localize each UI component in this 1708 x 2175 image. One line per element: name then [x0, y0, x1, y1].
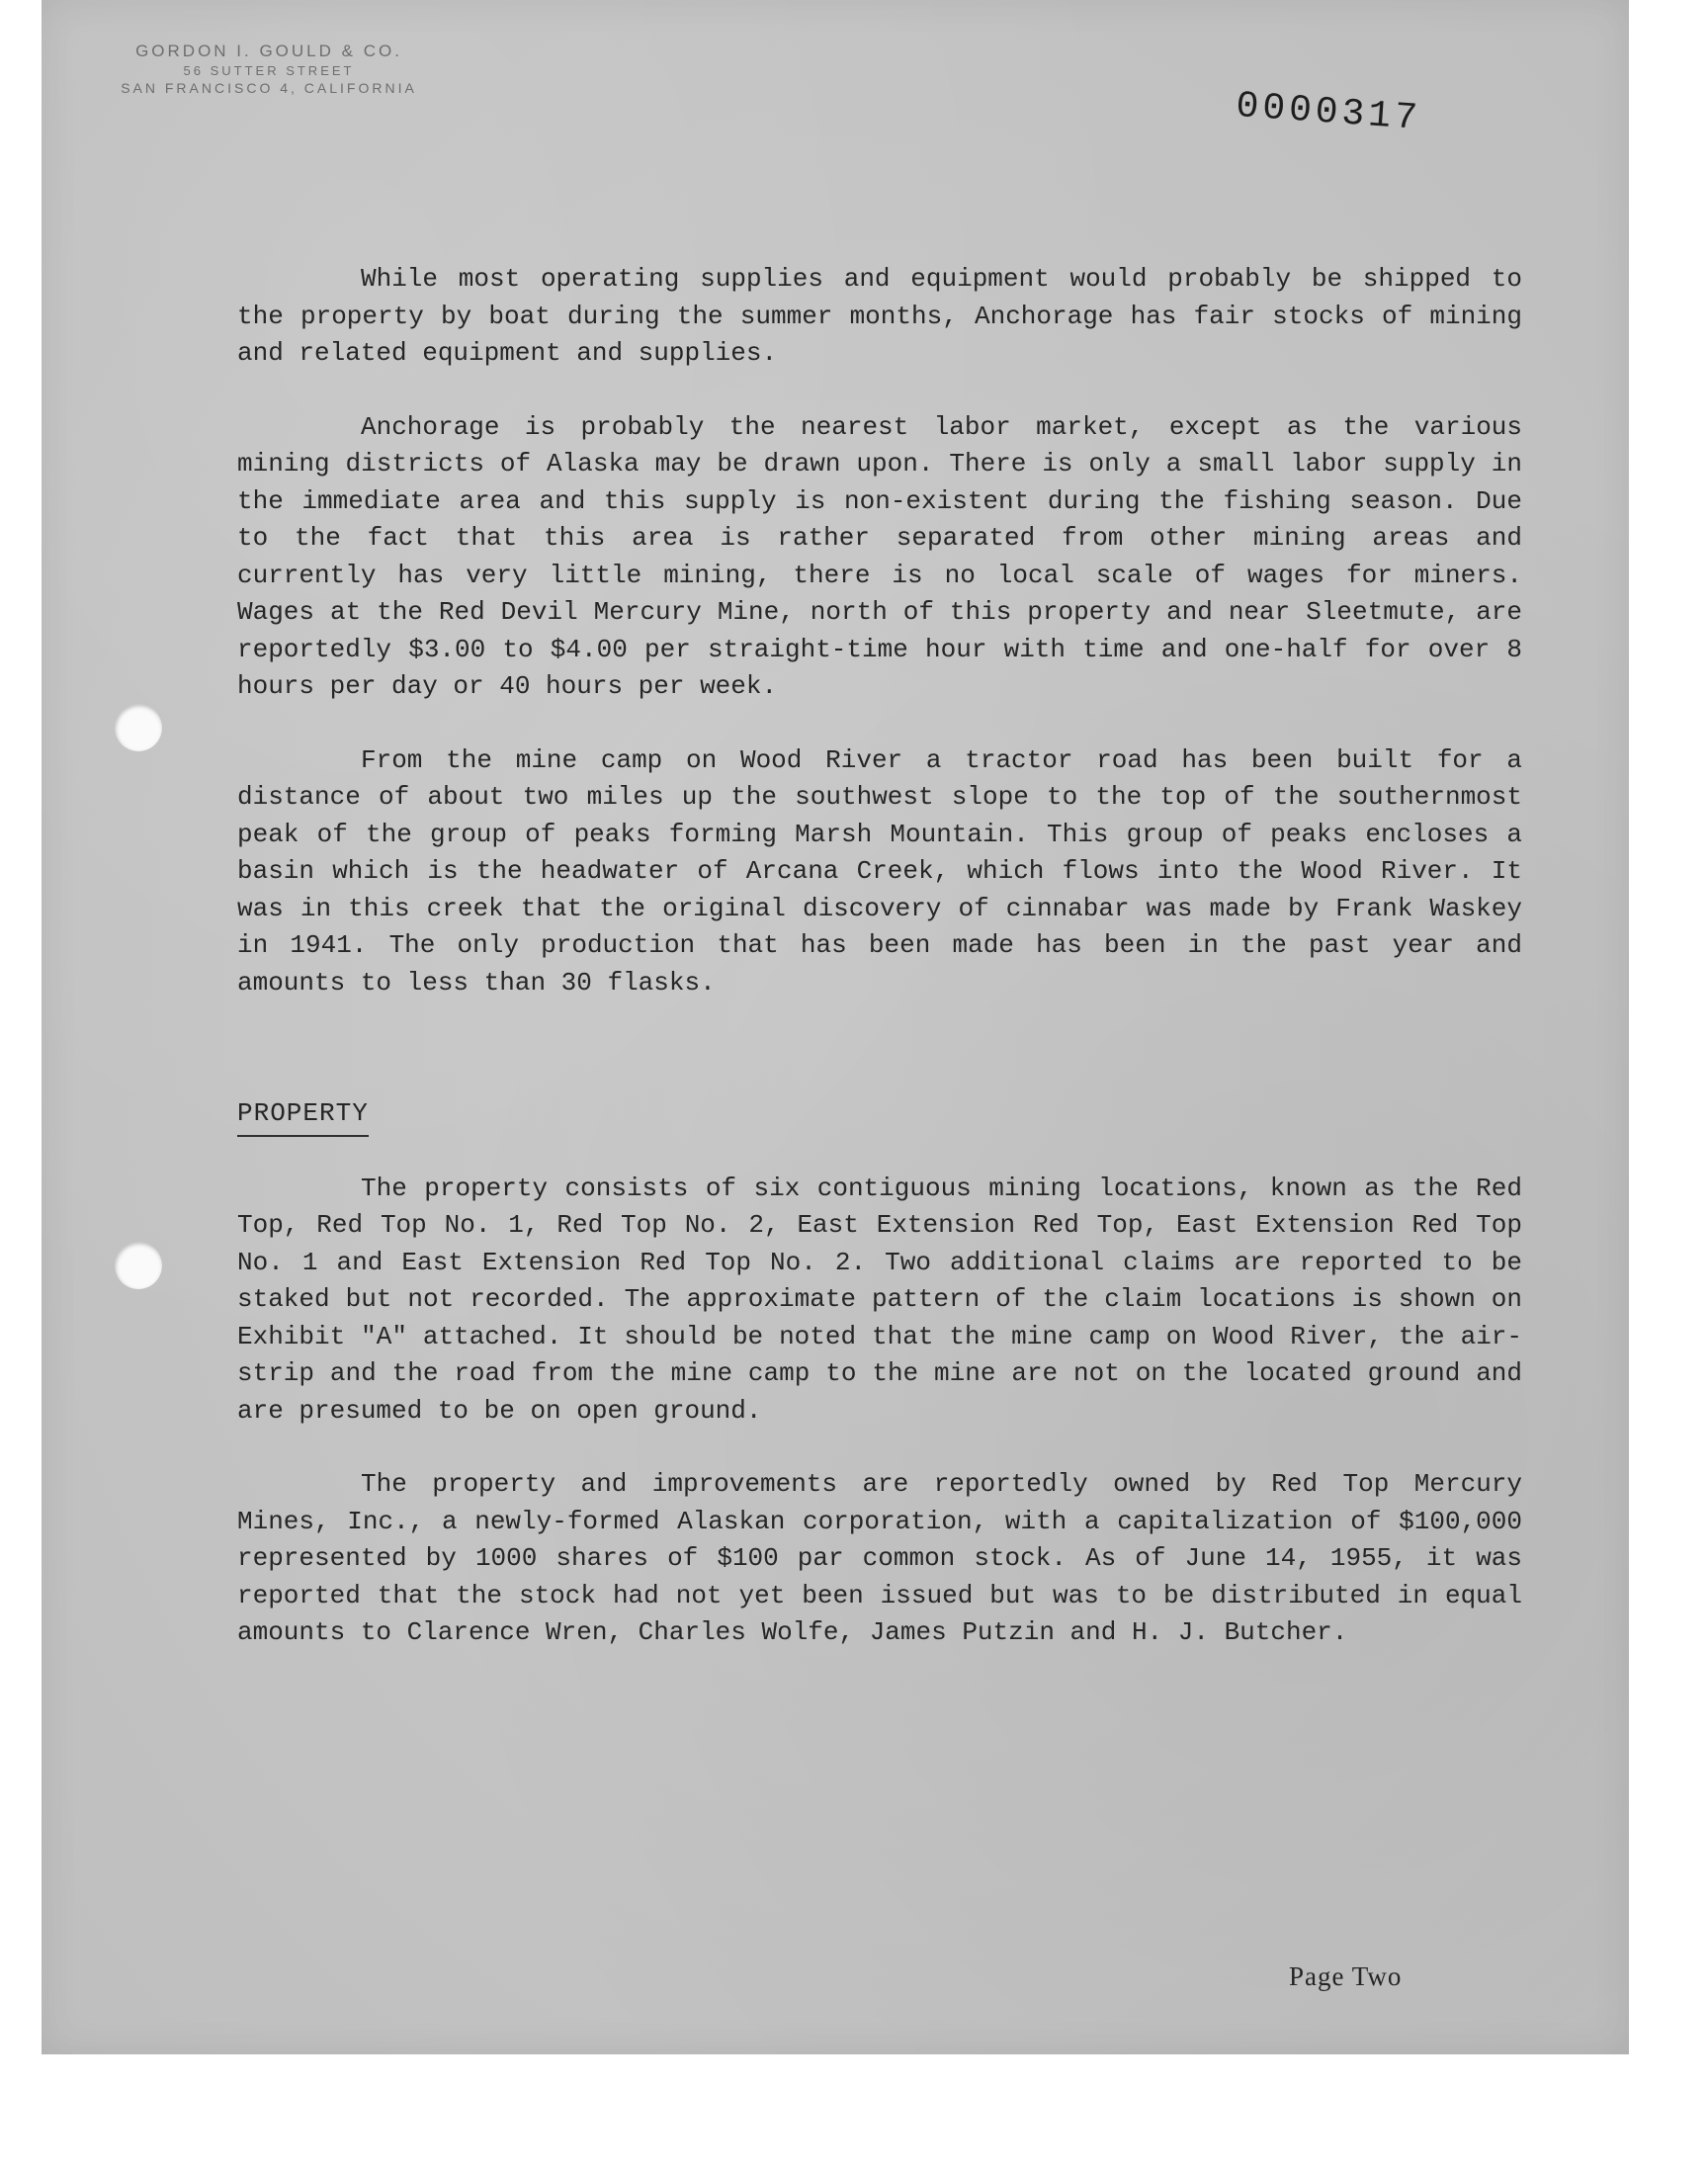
paragraph-mining-locations: The property consists of six contiguous mining locations, known as the Red Top, Red Top No. 1, Red Top No. 2, East Extension Red Top, East Extension Red Top No. 1 and East Extension Red Top No. 2. Two additional claims are reported to be staked but not recorded. The approximate pattern of the claim locations is shown on Exhibit "A" attached. It should be noted that the mine camp on Wood River, the air-strip and the road from the mine camp to the mine are not on the located ground and are presumed to be on open ground.: [237, 1173, 1522, 1426]
paragraph-supplies: While most operating supplies and equipment would probably be shipped to the property by boat during the summer months, Anchorage has fair stocks of mining and related equipment and supplies.: [237, 264, 1522, 368]
document-number: 0000317: [1235, 85, 1423, 140]
page-number-label: Page Two: [1289, 1961, 1403, 1991]
document-page: [42, 0, 1629, 2054]
document-body: [237, 261, 1522, 1689]
section-heading-property: PROPERTY: [237, 1095, 369, 1137]
letterhead-city: SAN FRANCISCO 4, CALIFORNIA: [121, 80, 417, 96]
paragraph-tractor-road: From the mine camp on Wood River a tractor road has been built for a distance of about two miles up the southwest slope to the top of the southernmost peak of the group of peaks forming Marsh Mountain. This group of peaks encloses a basin which is the headwater of Arcana Creek, which flows into the Wood River. It was in this creek that the original discovery of cinnabar was made by Frank Waskey in 1941. The only production that has been made has been in the past year and amounts to less than 30 flasks.: [237, 744, 1522, 998]
paragraph-labor-market: Anchorage is probably the nearest labor market, except as the various mining districts of Alaska may be drawn upon. There is only a small labor supply in the immediate area and this supply is non-existent during the fishing season. Due to the fact that this area is rather separated from other mining areas and currently has very little mining, there is no local scale of wages for miners. Wages at the Red Devil Mercury Mine, north of this property and near Sleetmute, are reportedly $3.00 to $4.00 per straight-time hour with time and one-half for over 8 hours per day or 40 hours per week.: [237, 411, 1522, 701]
letterhead: [81, 42, 457, 96]
punch-hole: [115, 1242, 162, 1289]
paragraph-ownership: The property and improvements are reportedly owned by Red Top Mercury Mines, Inc., a newly-formed Alaskan corporation, with a capitalization of $100,000 represented by 1000 shares of $100 par common stock. As of June 14, 1955, it was reported that the stock had not yet been issued but was to be distributed in equal amounts to Clarence Wren, Charles Wolfe, James Putzin and H. J. Butcher.: [237, 1469, 1522, 1647]
letterhead-company: GORDON I. GOULD & CO.: [135, 42, 402, 60]
punch-hole: [115, 704, 162, 751]
letterhead-street: 56 SUTTER STREET: [183, 63, 355, 78]
